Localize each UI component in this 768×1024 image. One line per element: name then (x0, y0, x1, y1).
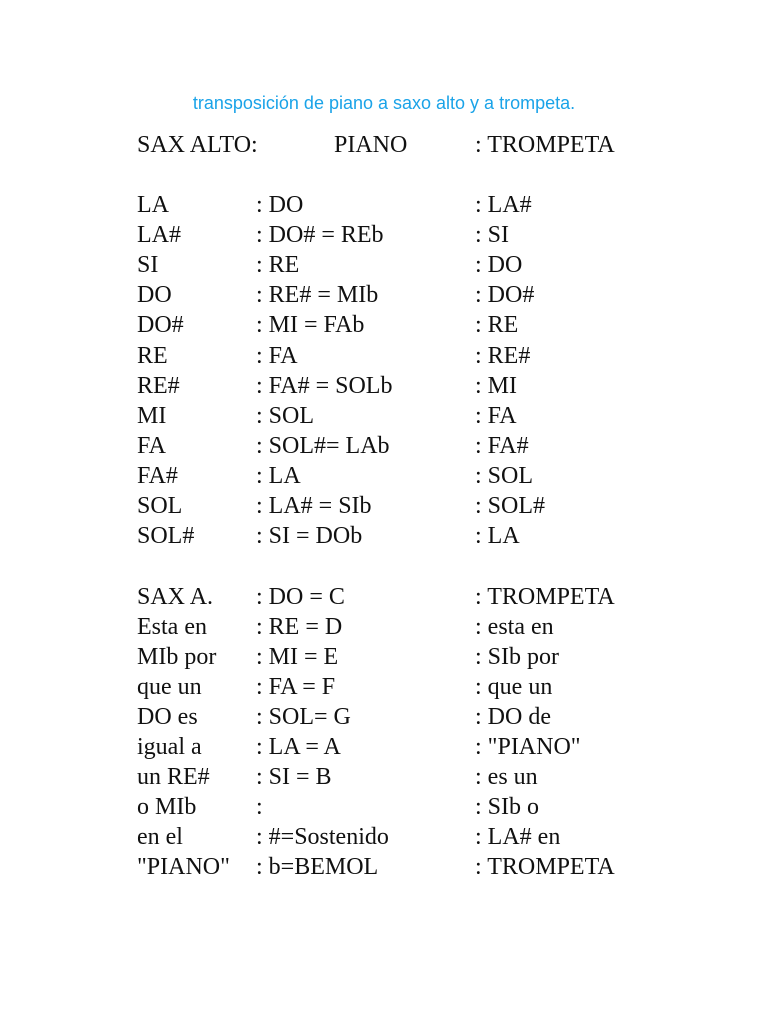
note-row (0, 461, 768, 491)
trumpet-note: : MI (475, 372, 517, 399)
header-row (0, 130, 768, 160)
sax-note: SI (137, 252, 159, 279)
legend-row (0, 672, 768, 702)
trumpet-note: : es un (475, 764, 538, 791)
trumpet-note: : SI (475, 222, 510, 249)
piano-note: : FA = F (256, 674, 336, 701)
trumpet-note: : esta en (475, 614, 554, 641)
trumpet-note: : SIb por (475, 644, 559, 671)
piano-note: : SI = DOb (256, 523, 363, 550)
sax-note: DO (137, 282, 172, 309)
legend-row (0, 702, 768, 732)
legend-row (0, 762, 768, 792)
note-row (0, 491, 768, 521)
trumpet-note: : LA# (475, 192, 532, 218)
note-row (0, 341, 768, 371)
trumpet-note: : RE# (475, 342, 531, 369)
sax-note: FA (137, 432, 166, 459)
sax-note: RE (137, 342, 168, 369)
trumpet-note: : SOL (475, 462, 534, 489)
trumpet-note: : que un (475, 674, 553, 701)
sax-note: en el (137, 824, 183, 851)
sax-note: DO es (137, 704, 198, 731)
piano-note: : SI = B (256, 764, 332, 791)
trumpet-note: : DO# (475, 282, 535, 309)
piano-note: : LA (256, 462, 301, 489)
trumpet-note: : "PIANO" (475, 734, 581, 761)
sax-note: RE# (137, 372, 180, 399)
trumpet-note: : LA (475, 523, 520, 550)
sax-note: SOL# (137, 523, 195, 550)
note-row (0, 190, 768, 220)
note-row (0, 431, 768, 461)
piano-note: : LA = A (256, 734, 341, 761)
piano-note: : DO (256, 192, 304, 218)
sax-note: MIb por (137, 644, 217, 671)
trumpet-note: : SIb o (475, 794, 540, 821)
sax-note: LA# (137, 222, 181, 249)
note-row (0, 220, 768, 250)
note-row (0, 250, 768, 280)
piano-note: : b=BEMOL (256, 854, 379, 881)
note-row (0, 371, 768, 401)
header-piano: PIANO (334, 132, 408, 158)
piano-note: : FA# = SOLb (256, 372, 393, 399)
sax-note: igual a (137, 734, 202, 761)
sax-note: SAX A. (137, 584, 214, 610)
piano-note: : LA# = SIb (256, 493, 372, 519)
note-row (0, 280, 768, 310)
piano-note: : RE (256, 252, 300, 279)
sax-note: "PIANO" (137, 854, 230, 881)
legend-row (0, 852, 768, 882)
header-trumpet: : TROMPETA (475, 132, 615, 158)
piano-note: : RE# = MIb (256, 282, 379, 309)
piano-note: : DO# = REb (256, 222, 384, 249)
sax-note: MI (137, 402, 167, 429)
legend-row (0, 822, 768, 852)
trumpet-note: : LA# en (475, 824, 561, 851)
trumpet-note: : SOL# (475, 493, 546, 519)
trumpet-note: : DO de (475, 704, 551, 731)
header-sax: SAX ALTO: (137, 132, 258, 158)
piano-note: : RE = D (256, 614, 343, 641)
note-row (0, 521, 768, 551)
trumpet-note: : TROMPETA (475, 854, 615, 881)
legend-row (0, 792, 768, 822)
sax-note: SOL (137, 493, 183, 519)
sax-note: DO# (137, 312, 184, 339)
piano-note: : FA (256, 342, 298, 369)
piano-note: : (256, 794, 263, 821)
piano-note: : SOL#= LAb (256, 432, 390, 459)
trumpet-note: : DO (475, 252, 523, 279)
note-row (0, 401, 768, 431)
trumpet-note: : FA# (475, 432, 529, 459)
trumpet-note: : TROMPETA (475, 584, 615, 610)
trumpet-note: : FA (475, 402, 517, 429)
piano-note: : DO = C (256, 584, 345, 610)
piano-note: : MI = E (256, 644, 339, 671)
trumpet-note: : RE (475, 312, 519, 339)
sax-note: que un (137, 674, 202, 701)
piano-note: : SOL (256, 402, 315, 429)
piano-note: : SOL= G (256, 704, 351, 731)
document-title: transposición de piano a saxo alto y a trompeta. (192, 93, 576, 113)
sax-note: un RE# (137, 764, 210, 791)
legend-row (0, 582, 768, 612)
legend-row (0, 612, 768, 642)
piano-note: : #=Sostenido (256, 824, 389, 851)
piano-note: : MI = FAb (256, 312, 365, 339)
sax-note: Esta en (137, 614, 207, 641)
note-row (0, 310, 768, 340)
sax-note: FA# (137, 462, 178, 489)
sax-note: o MIb (137, 794, 197, 821)
sax-note: LA (137, 192, 169, 218)
legend-row (0, 642, 768, 672)
legend-row (0, 732, 768, 762)
